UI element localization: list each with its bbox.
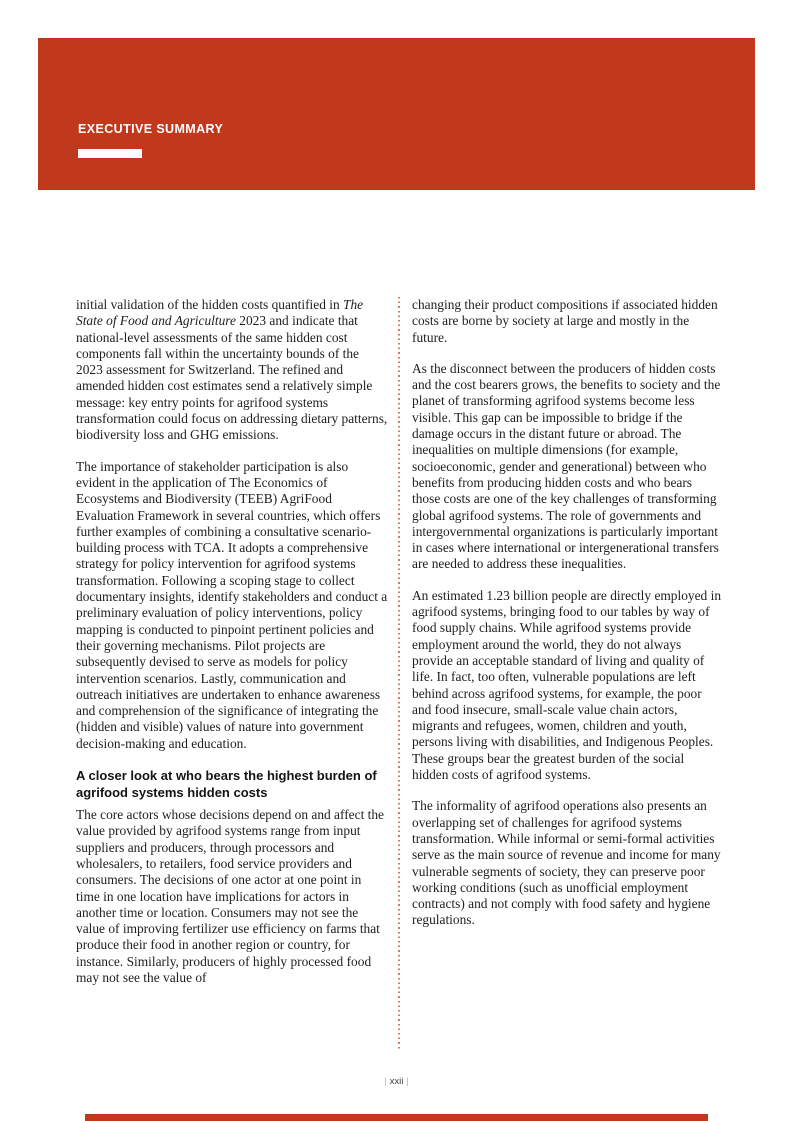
subsection-heading: A closer look at who bears the highest burden of agrifood systems hidden costs bbox=[76, 768, 377, 801]
report-title-italic: The State of Food and Agriculture bbox=[76, 297, 364, 329]
footer-separator-bar: | bbox=[406, 1076, 409, 1087]
next-page-banner-edge bbox=[85, 1114, 708, 1121]
paragraph bbox=[76, 297, 388, 444]
paragraph: changing their product compositions if associated hidden costs are borne by society at large and mostly in the future. bbox=[412, 297, 718, 345]
column-divider-dotted-line bbox=[398, 297, 400, 1049]
kicker-underline-bar bbox=[78, 149, 142, 158]
page-footer bbox=[0, 1076, 793, 1087]
page-number: xxii bbox=[389, 1076, 404, 1087]
left-column bbox=[76, 297, 388, 1049]
paragraph-text: initial validation of the hidden costs quantified in bbox=[76, 297, 344, 312]
paragraph: The core actors whose decisions depend on and affect the value provided by agrifood systems range from input suppliers and producers, through processors and wholesalers, to retailers, food service providers and consumers. The decisions of one actor at one point in time in one location have implications for actors in another time or location. Consumers may not see the value of improving fertilizer use efficiency on farms that produce their food in another region or country, for instance. Similarly, producers of highly processed food may not see the value of bbox=[76, 807, 384, 985]
paragraph: The importance of stakeholder participation is also evident in the application of The Economics of Ecosystems and Biodiversity (TEEB) AgriFood Evaluation Framework in several countries, which offers further examples of combining a consultative scenario-building process with TCA. It adopts a comprehensive strategy for policy intervention for agrifood systems transformation. Following a scoping stage to collect documentary insights, identify stakeholders and conduct a preliminary evaluation of policy interventions, policy mapping is conducted to pinpoint pertinent policies and their governing mechanisms. Pilot projects are subsequently devised to serve as models for policy intervention scenarios. Lastly, communication and outreach initiatives are undertaken to enhance awareness and comprehension of the significance of integrating the (hidden and visible) values of nature into government decision-making and education. bbox=[76, 458, 388, 751]
text-columns bbox=[76, 297, 724, 1049]
executive-summary-banner bbox=[38, 38, 755, 190]
paragraph: An estimated 1.23 billion people are directly employed in agrifood systems, bringing food to our tables by way of food supply chains. While agrifood systems provide employment around the world, they do not always provide an acceptable standard of living and quality of life. In fact, too often, vulnerable populations are left behind across agrifood systems, for example, the poor and food insecure, small-scale value chain actors, migrants and refugees, women, children and youth, persons living with disabilities, and Indigenous Peoples. These groups bear the greatest burden of the social hidden costs of agrifood systems. bbox=[412, 587, 722, 783]
paragraph-text: 2023 and indicate that national-level assessments of the same hidden cost components fall within the uncertainty bounds of the 2023 assessment for Switzerland. The refined and amended hidden cost estimates send a relatively simple message: key entry points for agrifood systems transformation could focus on addressing dietary patterns, biodiversity loss and GHG emissions. bbox=[76, 313, 388, 443]
paragraph: The informality of agrifood operations also presents an overlapping set of challenges for agrifood systems transformation. While informal or semi-formal activities serve as the main source of revenue and income for many vulnerable segments of society, they can preserve poor working conditions (such as unofficial employment contracts) and not comply with food safety and hygiene regulations. bbox=[412, 798, 721, 928]
right-column bbox=[412, 297, 722, 1049]
footer-separator-bar: | bbox=[384, 1076, 387, 1087]
section-kicker: EXECUTIVE SUMMARY bbox=[78, 122, 224, 136]
paragraph: As the disconnect between the producers of hidden costs and the cost bearers grows, the benefits to society and the planet of transforming agrifood systems become less visible. This gap can be impossible to bridge if the damage occurs in the distant future or abroad. The inequalities on multiple dimensions (for example, socioeconomic, gender and generational) between who benefits from producing hidden costs and who bears those costs are one of the key challenges of transforming global agrifood systems. The role of governments and intergovernmental organizations is particularly important in cases where international or intergenerational transfers are needed to address these inequalities. bbox=[412, 360, 721, 572]
